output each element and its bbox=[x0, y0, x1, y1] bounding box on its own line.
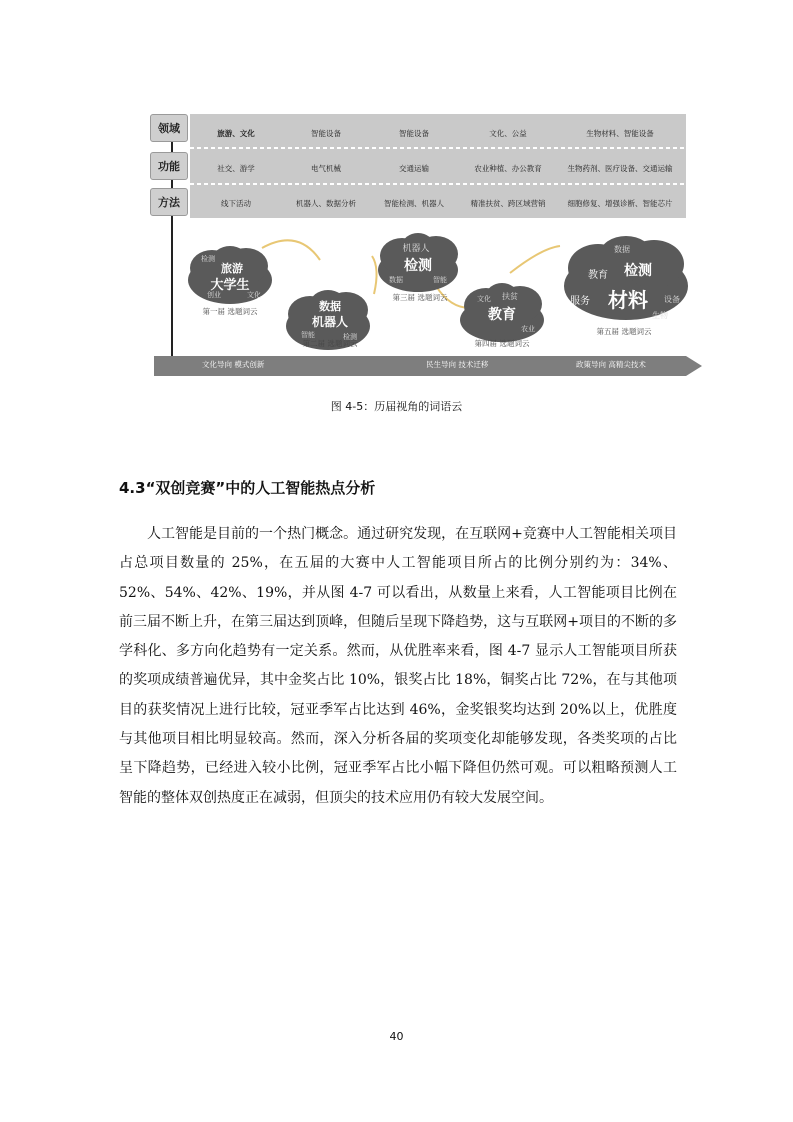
cloud-word: 机器人 bbox=[311, 315, 349, 329]
cloud-word: 检测 bbox=[404, 258, 432, 274]
table-cell: 细胞修复、增强诊断、智能芯片 bbox=[567, 199, 673, 208]
table-cell: 线下活动 bbox=[221, 199, 251, 208]
body-text bbox=[119, 520, 677, 813]
table-cell: 智能设备 bbox=[399, 129, 429, 138]
table-cell: 农业种植、办公教育 bbox=[474, 164, 542, 173]
table-cell: 精准扶贫、跨区域营销 bbox=[470, 199, 546, 208]
cloud-word: 数据 bbox=[319, 300, 341, 313]
row-label-method: 方法 bbox=[150, 188, 188, 216]
cloud-word: 教育 bbox=[588, 270, 608, 281]
cloud-word: 生物 bbox=[652, 311, 668, 320]
cloud-word: 服务 bbox=[570, 296, 590, 307]
cloud-word: 检测 bbox=[343, 333, 357, 341]
cloud-word: 数据 bbox=[614, 245, 630, 254]
table-cell: 智能设备 bbox=[311, 129, 341, 138]
band-label: 文化导向 模式创新 bbox=[202, 360, 265, 369]
band-label: 政策导向 高精尖技术 bbox=[576, 360, 646, 369]
cloud-word: 材料 bbox=[608, 288, 648, 312]
section-heading: 4.3“双创竞赛”中的人工智能热点分析 bbox=[119, 479, 376, 497]
table-cell: 社交、游学 bbox=[217, 164, 255, 173]
cloud-caption: 第三届 选题词云 bbox=[392, 293, 448, 302]
cloud-word: 扶贫 bbox=[502, 292, 518, 301]
table-cell: 生物材料、智能设备 bbox=[586, 129, 654, 138]
paragraph: 人工智能是目前的一个热门概念。通过研究发现，在互联网+竞赛中人工智能相关项目占总项目数量的 25%，在五届的大赛中人工智能项目所占的比例分别约为：34%、52%、54%、42%、19%，并从图 4-7 可以看出，从数量上来看，人工智能项目比例在前三届不断上升，在第三届达到顶峰，但随后呈现下降趋势，这与互联网+项目的不断的多学科化、多方向化趋势有一定关系。然而，从优胜率来看，图 4-7 显示人工智能项目所获的奖项成绩普遍优异，其中金奖占比 10%，银奖占比 18%，铜奖占比 72%，在与其他项目的获奖情况上进行比较，冠亚季军占比达到 46%，金奖银奖均达到 20%以上，优胜度与其他项目相比明显较高。然而，深入分析各届的奖项变化却能够发现，各类奖项的占比呈下降趋势，已经进入较小比例，冠亚季军占比小幅下降但仍然可观。可以粗略预测人工智能的整体双创热度正在减弱，但顶尖的技术应用仍有较大发展空间。 bbox=[119, 526, 677, 806]
cloud-word: 智能 bbox=[433, 276, 447, 284]
row-label-function: 功能 bbox=[150, 152, 188, 180]
cloud-word: 设备 bbox=[664, 295, 680, 304]
cloud-word: 文化 bbox=[247, 291, 261, 299]
cloud-word: 数据 bbox=[389, 276, 403, 284]
cloud-word: 文化 bbox=[477, 295, 491, 303]
cloud-word: 大学生 bbox=[210, 278, 250, 293]
table-cell: 电气机械 bbox=[311, 164, 341, 173]
page-number: 40 bbox=[389, 1030, 404, 1043]
cloud-word: 创业 bbox=[207, 291, 221, 299]
cloud-word: 农业 bbox=[521, 325, 535, 333]
row-label-domain: 领域 bbox=[150, 114, 188, 142]
cloud-caption: 第五届 选题词云 bbox=[596, 327, 652, 336]
table-cell: 旅游、文化 bbox=[217, 129, 255, 138]
cloud-word: 教育 bbox=[488, 307, 516, 323]
cloud-word: 检测 bbox=[624, 263, 652, 279]
cloud-caption: 第四届 选题词云 bbox=[474, 339, 530, 348]
word-cloud-figure bbox=[150, 108, 705, 380]
table-cell: 生物药剂、医疗设备、交通运输 bbox=[567, 164, 673, 173]
band-label: 民生导向 技术迁移 bbox=[426, 360, 489, 369]
cloud-caption: 第一届 选题词云 bbox=[202, 307, 258, 316]
cloud-word: 机器人 bbox=[402, 244, 430, 254]
cloud-caption: 第二届 选题词云 bbox=[302, 339, 358, 348]
cloud-word: 检测 bbox=[201, 255, 215, 263]
table-cell: 机器人、数据分析 bbox=[296, 199, 356, 208]
cloud-word: 智能 bbox=[301, 331, 315, 339]
figure-caption: 图 4-5：历届视角的词语云 bbox=[330, 400, 463, 413]
table-cell: 文化、公益 bbox=[489, 129, 527, 138]
table-cell: 智能检测、机器人 bbox=[384, 199, 444, 208]
table-cell: 交通运输 bbox=[399, 164, 429, 173]
cloud-word: 旅游 bbox=[221, 262, 243, 275]
